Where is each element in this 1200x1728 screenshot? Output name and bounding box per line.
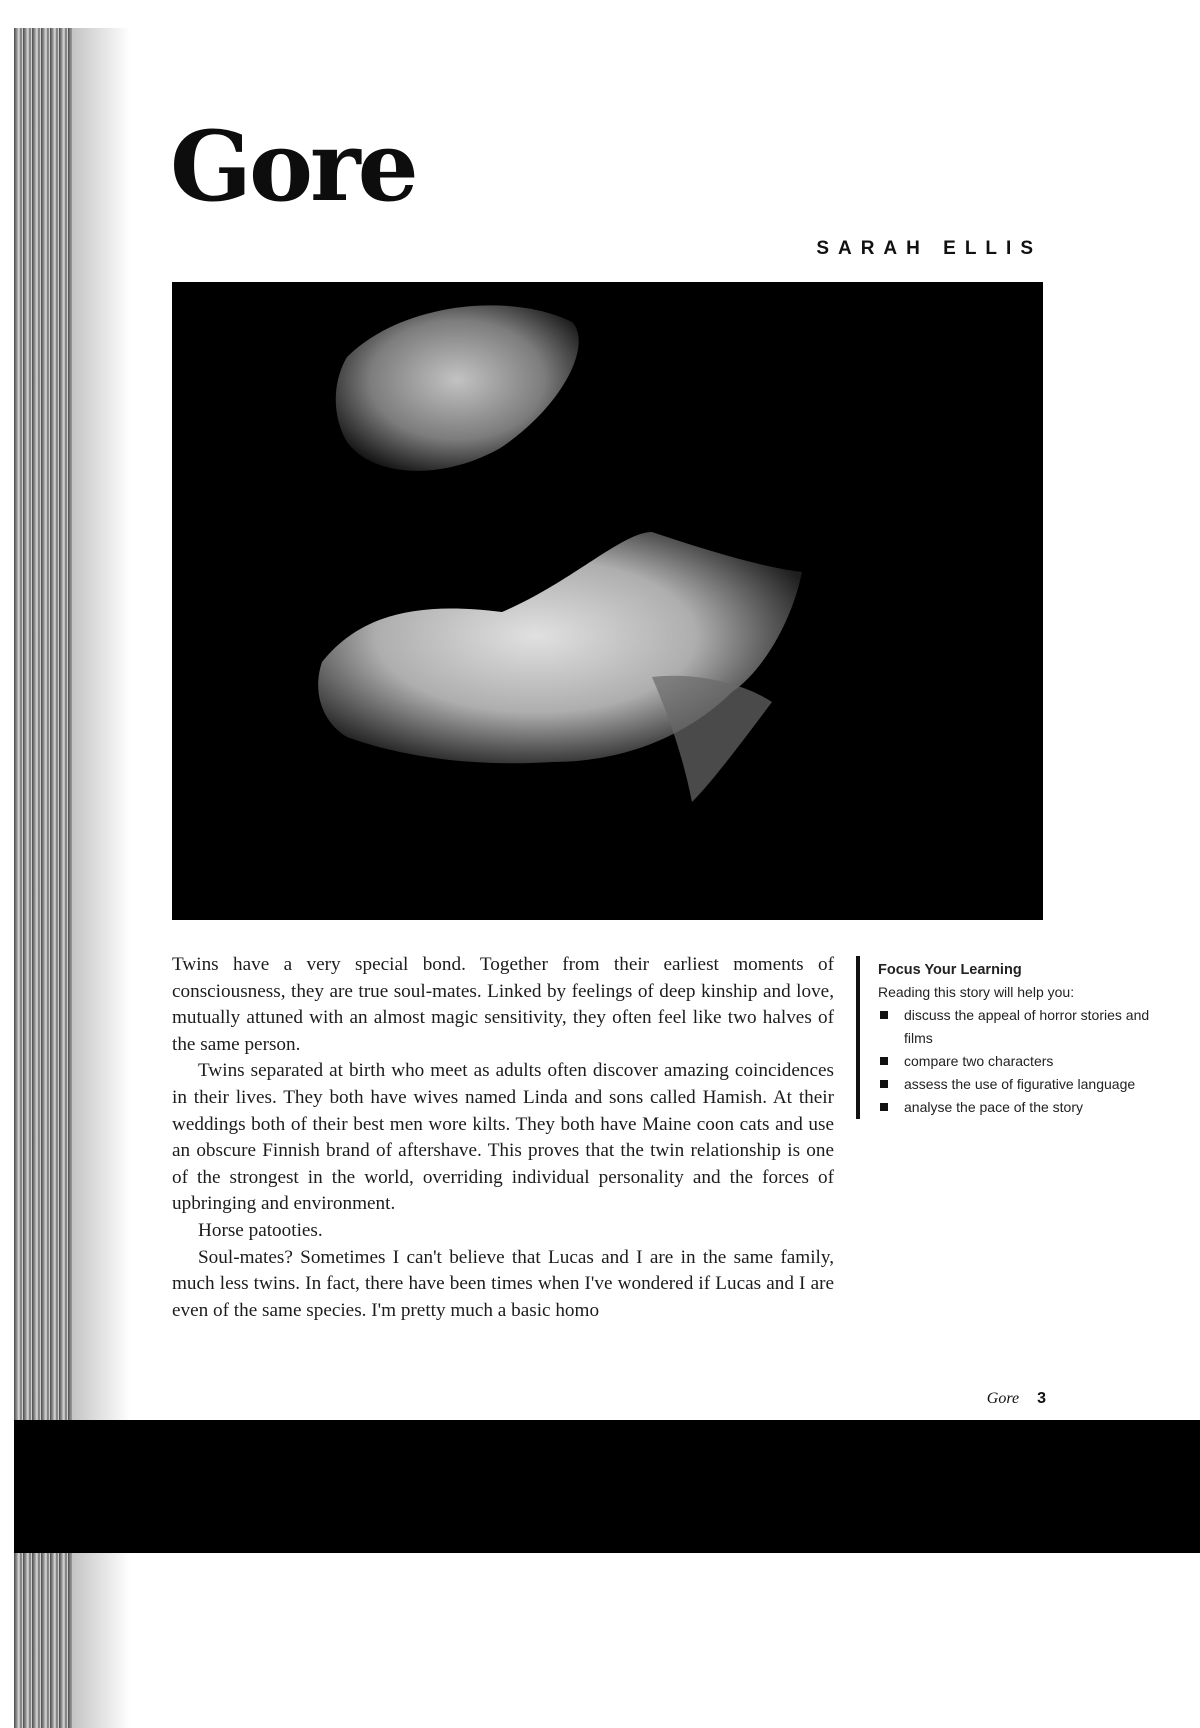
list-item-text: analyse the pace of the story — [904, 1099, 1083, 1115]
sidebar-heading: Focus Your Learning — [878, 962, 1022, 978]
story-title: Gore — [170, 110, 416, 223]
list-item — [878, 1096, 1168, 1119]
list-item-text: compare two characters — [904, 1053, 1054, 1069]
learning-goals-list — [878, 1004, 1168, 1119]
dark-photo-icon — [172, 282, 1043, 920]
list-item-text: assess the use of figurative language — [904, 1076, 1136, 1092]
list-item — [878, 1073, 1168, 1096]
list-item-text: discuss the appeal of horror stories and films — [904, 1007, 1150, 1046]
list-item — [878, 1004, 1168, 1050]
sidebar-intro: Reading this story will help you: — [878, 984, 1075, 1000]
story-body — [172, 952, 834, 1324]
running-title: Gore — [986, 1390, 1020, 1407]
author-name: SARAH ELLIS — [816, 238, 1042, 259]
story-photo — [172, 282, 1043, 920]
page-footer — [987, 1390, 1046, 1408]
paragraph: Twins have a very special bond. Together from their earliest moments of consciousness, they are true soul-mates. Linked by feelings of deep kinship and love, mutually attuned with an almost magic sensitivity, they often feel like two halves of the same person. — [172, 954, 834, 1055]
paragraph: Soul-mates? Sometimes I can't believe that Lucas and I are in the same family, much less twins. In fact, there have been times when I've wondered if Lucas and I are even of the same species. I'm pretty much a basic homo — [172, 1246, 834, 1321]
list-item — [878, 1050, 1168, 1073]
square-bullet-icon — [880, 1080, 888, 1088]
page-number: 3 — [1037, 1390, 1046, 1407]
paragraph: Horse patooties. — [198, 1219, 323, 1241]
focus-your-learning-box — [856, 956, 1168, 1119]
square-bullet-icon — [880, 1057, 888, 1065]
square-bullet-icon — [880, 1011, 888, 1019]
square-bullet-icon — [880, 1103, 888, 1111]
scan-bottom-band — [14, 1420, 1200, 1553]
paragraph: Twins separated at birth who meet as adults often discover amazing coincidences in their lives. They both have wives named Linda and sons called Hamish. At their weddings both of their best men wore kilts. They both have Maine coon cats and use an obscure Finnish brand of aftershave. This proves that the twin relationship is one of the strongest in the world, overriding individual personality and the forces of upbringing and environment. — [172, 1060, 834, 1215]
